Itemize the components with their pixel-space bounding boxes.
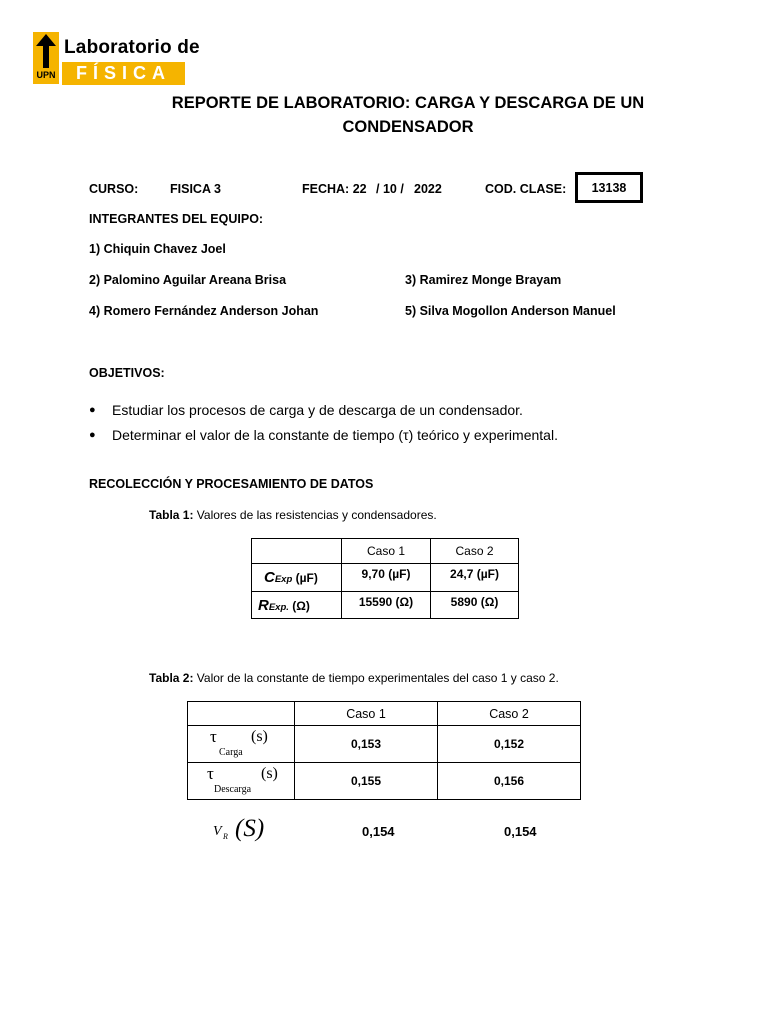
row-label — [188, 763, 295, 800]
tau-unit: (s) — [261, 765, 278, 782]
team-member: 2) Palomino Aguilar Areana Brisa — [89, 273, 287, 287]
tau-symbol: τ — [207, 764, 214, 783]
table-cell: 15590 (Ω) — [342, 592, 431, 619]
bullet-icon: ● — [89, 429, 96, 441]
table-cell — [188, 702, 295, 726]
row-label — [252, 564, 342, 592]
team-member: 5) Silva Mogollon Anderson Manuel — [405, 304, 616, 318]
cod-clase-box — [575, 172, 643, 203]
table-cell: 0,156 — [438, 763, 581, 800]
curso-value: FISICA 3 — [170, 182, 221, 196]
team-member: 1) Chiquin Chavez Joel — [89, 242, 226, 256]
fecha-month: / 10 / — [376, 182, 404, 196]
objective-item: Determinar el valor de la constante de tiempo (τ) teórico y experimental. — [112, 427, 558, 443]
table-cell: 0,152 — [438, 726, 581, 763]
vr-subscript: R — [223, 832, 228, 841]
table1-caption-text: Valores de las resistencias y condensadores. — [193, 508, 437, 522]
summary-value-caso2: 0,154 — [504, 824, 537, 839]
report-title-line1: REPORTE DE LABORATORIO: CARGA Y DESCARGA DE UN — [171, 94, 645, 112]
column-header: Caso 2 — [431, 539, 519, 564]
table2 — [187, 701, 581, 800]
table1-caption — [149, 508, 437, 522]
resistance-symbol: R — [258, 596, 269, 614]
capacitance-symbol: C — [264, 569, 275, 586]
tau-subscript: Descarga — [214, 784, 252, 795]
capacitance-subscript: Exp — [274, 574, 293, 585]
table-row — [252, 592, 519, 619]
logo-upn-text: UPN — [36, 70, 56, 80]
table1-caption-label: Tabla 1: — [149, 508, 194, 522]
bullet-icon: ● — [89, 404, 96, 416]
curso-label: CURSO: — [89, 182, 139, 196]
table2-caption — [149, 671, 559, 685]
report-title-line2: CONDENSADOR — [342, 118, 474, 136]
tau-symbol: τ — [210, 727, 217, 746]
row-label — [188, 726, 295, 763]
objective-item: Estudiar los procesos de carga y de descarga de un condensador. — [112, 402, 523, 418]
table-row — [188, 763, 581, 800]
table-row — [252, 564, 519, 592]
tau-subscript: Carga — [219, 747, 243, 758]
column-header: Caso 1 — [295, 702, 438, 726]
vr-label — [213, 815, 283, 851]
team-heading: INTEGRANTES DEL EQUIPO: — [89, 212, 264, 226]
table-cell: 0,153 — [295, 726, 438, 763]
table-row — [188, 726, 581, 763]
vr-unit: (S) — [235, 815, 265, 842]
table-cell: 9,70 (µF) — [342, 564, 431, 592]
team-member: 4) Romero Fernández Anderson Johan — [89, 304, 319, 318]
cod-clase-label: COD. CLASE: — [485, 182, 567, 196]
resistance-unit: (Ω) — [288, 598, 310, 613]
row-label — [252, 592, 342, 619]
table-cell: 24,7 (µF) — [431, 564, 519, 592]
logo-line1: Laboratorio de — [64, 37, 200, 58]
table-row — [188, 702, 581, 726]
vr-symbol: V — [213, 824, 222, 839]
table-cell: 0,155 — [295, 763, 438, 800]
table-cell: 5890 (Ω) — [431, 592, 519, 619]
objectives-heading: OBJETIVOS: — [89, 366, 165, 380]
fecha-year: 2022 — [414, 182, 442, 196]
capacitance-unit: (µF) — [292, 571, 318, 585]
resistance-subscript: Exp. — [268, 601, 289, 613]
tau-unit: (s) — [251, 728, 268, 745]
table-cell — [252, 539, 342, 564]
table-row — [252, 539, 519, 564]
fecha-label: FECHA: 22 — [302, 182, 367, 196]
team-member: 3) Ramirez Monge Brayam — [405, 273, 562, 287]
data-section-heading: RECOLECCIÓN Y PROCESAMIENTO DE DATOS — [89, 477, 374, 491]
column-header: Caso 2 — [438, 702, 581, 726]
table2-caption-label: Tabla 2: — [149, 671, 194, 685]
column-header: Caso 1 — [342, 539, 431, 564]
summary-value-caso1: 0,154 — [362, 824, 395, 839]
table2-caption-text: Valor de la constante de tiempo experimentales del caso 1 y caso 2. — [193, 671, 559, 685]
table1 — [251, 538, 519, 619]
logo-line2: FÍSICA — [75, 63, 171, 83]
cod-clase-value: 13138 — [591, 180, 627, 195]
